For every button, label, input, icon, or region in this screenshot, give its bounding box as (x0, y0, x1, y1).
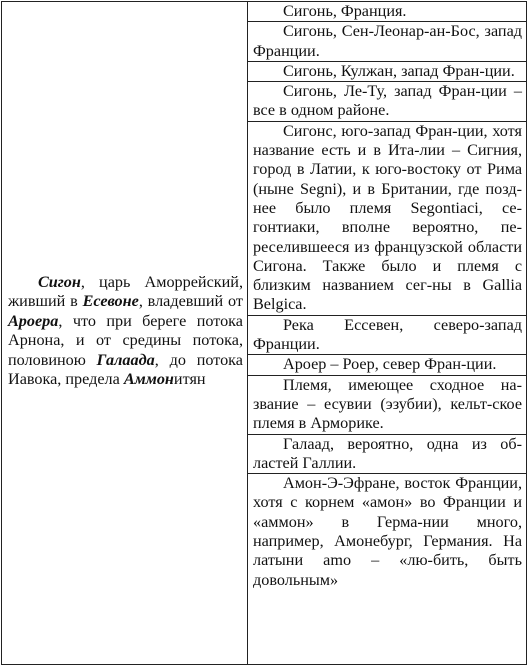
paragraph-line: нии много, например, Амонебург, (253, 512, 522, 551)
paragraph-line: ское племя в Арморике. (253, 394, 522, 433)
paragraph-line: Племя, имеющее сходное на- (283, 375, 522, 394)
commentary-paragraph (248, 122, 526, 316)
paragraph-line: Амон-Э-Эфране, восток (283, 474, 451, 493)
comparison-table (1, 1, 527, 665)
emphasized-name: Есевоне (82, 292, 139, 310)
paragraph-line: ции. (466, 355, 497, 374)
verse-fragment: итян (173, 370, 206, 388)
paragraph-line: Германия. На латыни amo – «лю- (253, 532, 523, 570)
commentary-paragraph (248, 82, 526, 122)
verse-fragment: , владевший от (138, 292, 243, 310)
paragraph-line: области Сигона. Также было и (253, 237, 523, 275)
emphasized-name: Галаада (96, 350, 155, 369)
paragraph-line: лии – Сигния, город в Латии, (253, 141, 522, 179)
paragraph-line: Галаад, вероятно, одна из об- (283, 434, 522, 453)
paragraph-line: Сигонс, юго-запад Фран- (283, 121, 458, 140)
paragraph-line: ны в Gallia Belgica. (253, 276, 522, 314)
commentary-paragraph (248, 474, 526, 590)
paragraph-line: запад Франции. (253, 22, 522, 60)
paragraph-line: во Франции и «аммон» в Герма- (253, 493, 522, 531)
paragraph-line: Франции, хотя с корнем «амон» (253, 474, 522, 512)
paragraph-line: Сигонь, Франция. (283, 2, 407, 20)
commentary-paragraph (248, 376, 526, 435)
paragraph-line: Река Ессевен, северо-запад (283, 315, 522, 334)
emphasized-name: Ароера (8, 311, 59, 330)
paragraph-line: ции – все в одном районе. (253, 82, 522, 120)
paragraph-line: племя с близким названием сег- (253, 256, 523, 295)
commentary-paragraph (248, 316, 526, 356)
paragraph-line: Segni), и в Британии, где позд- (300, 179, 522, 198)
commentary-paragraph (248, 435, 526, 475)
paragraph-line: ции. (484, 61, 515, 80)
commentary-paragraph (248, 355, 526, 375)
paragraph-line: бить, быть довольным» (253, 551, 522, 589)
paragraph-line: реселившееся из французской (253, 237, 463, 256)
paragraph-line: ластей Галлии. (253, 453, 357, 472)
right-cell (248, 2, 526, 664)
paragraph-line: Ароер – Роер, север Фран- (283, 355, 467, 374)
verse-fragment: , что при береге потока Арнона, и от средины потока, половиною (8, 311, 243, 369)
paragraph-line: к юго-востоку от Рима (ныне (253, 160, 523, 198)
emphasized-name: Сигон (38, 272, 81, 291)
left-cell (2, 2, 248, 664)
paragraph-line: гонтиаки, вполне вероятно, пе- (253, 218, 522, 237)
commentary-paragraph (248, 2, 526, 22)
paragraph-line: Сигонь, Сен-Леонар-ан-Бос, (283, 22, 480, 41)
commentary-paragraph (248, 22, 526, 62)
paragraph-line: звание – есувии (эзубии), кельт- (253, 394, 493, 413)
paragraph-line: Франции. (253, 335, 320, 354)
paragraph-line: Сигонь, Кулжан, запад Фран- (283, 61, 485, 80)
biblical-verse-text (8, 273, 243, 390)
verse-fragment: , царь Аморрейский, живший в (8, 272, 243, 310)
commentary-paragraph (248, 62, 526, 82)
paragraph-line: Сигонь, Ле-Ту, запад Фран- (283, 82, 481, 101)
verse-fragment: , до потока Иавока, предела (8, 350, 243, 388)
paragraph-line: ции, хотя название есть и в Ита- (253, 121, 522, 160)
emphasized-name: Аммон (123, 370, 174, 388)
paragraph-line: нее было племя Segontiaci, се- (253, 198, 522, 217)
